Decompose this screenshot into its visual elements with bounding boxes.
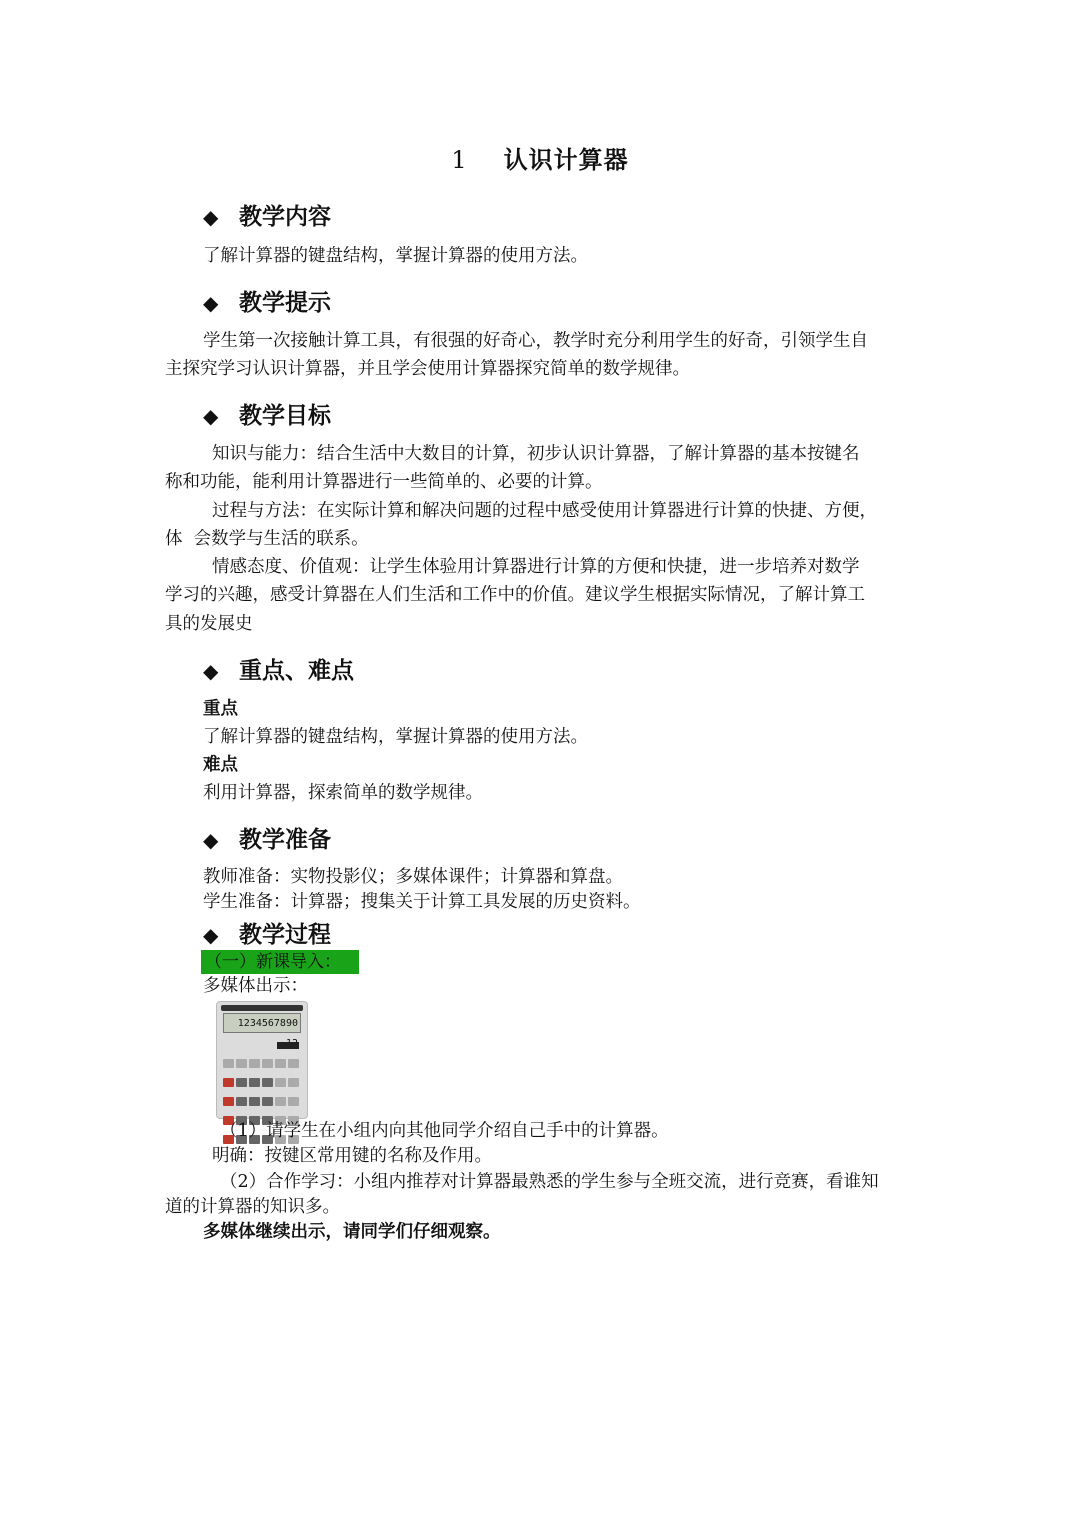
diamond-icon: ◆: [203, 828, 219, 852]
step-2-line-2: 道的计算器的知识多。: [165, 1197, 340, 1217]
intro-tag: （一）新课导入：: [201, 950, 359, 974]
calculator-display: 1234567890: [223, 1013, 301, 1033]
section-heading-tips: [203, 284, 331, 317]
lesson-title: 认识计算器: [503, 145, 629, 174]
difficulty-label: 难点: [203, 755, 238, 775]
diamond-icon: ◆: [203, 659, 219, 683]
diamond-icon: ◆: [203, 205, 219, 229]
student-prep: 学生准备：计算器；搜集关于计算工具发展的历史资料。: [203, 892, 641, 912]
goal-emotion-line-3: 具的发展史: [165, 614, 253, 634]
goal-process-line-2: 体 会数学与生活的联系。: [165, 529, 369, 549]
focus-label: 重点: [203, 699, 238, 719]
teacher-prep: 教师准备：实物投影仪；多媒体课件；计算器和算盘。: [203, 867, 623, 887]
step-1: （1）请学生在小组内向其他同学介绍自己手中的计算器。: [220, 1121, 669, 1141]
page-title: [0, 140, 1080, 175]
multimedia-show: 多媒体出示：: [203, 976, 308, 996]
goal-emotion-line-2: 学习的兴趣，感受计算器在人们生活和工作中的价值。建议学生根据实际情况，了解计算工: [165, 585, 865, 605]
calculator-brand-bar: [221, 1005, 303, 1011]
section-heading-text: 重点、难点: [239, 657, 354, 684]
solar-panel: [277, 1042, 299, 1049]
focus-text: 了解计算器的键盘结构，掌握计算器的使用方法。: [203, 727, 588, 747]
section-heading-process: [203, 916, 331, 949]
diamond-icon: ◆: [203, 291, 219, 315]
section-heading-text: 教学内容: [239, 203, 331, 230]
continue-text: 多媒体继续出示，请同学们仔细观察。: [203, 1222, 501, 1242]
step-2-line-1: （2）合作学习：小组内推荐对计算器最熟悉的学生参与全班交流，进行竞赛，看谁知: [220, 1172, 879, 1192]
section-heading-text: 教学过程: [239, 921, 331, 948]
content-text: 了解计算器的键盘结构，掌握计算器的使用方法。: [203, 246, 588, 266]
difficulty-text: 利用计算器，探索简单的数学规律。: [203, 783, 483, 803]
section-heading-goals: [203, 397, 331, 430]
section-heading-text: 教学提示: [239, 289, 331, 316]
goal-knowledge-line-1: 知识与能力：结合生活中大数目的计算，初步认识计算器，了解计算器的基本按键名: [212, 444, 860, 464]
tips-line-1: 学生第一次接触计算工具，有很强的好奇心，教学时充分利用学生的好奇，引领学生自: [203, 331, 868, 351]
clarify-text: 明确：按键区常用键的名称及作用。: [212, 1146, 492, 1166]
section-heading-prep: [203, 821, 331, 854]
diamond-icon: ◆: [203, 923, 219, 947]
section-heading-key-points: [203, 652, 354, 685]
section-heading-text: 教学准备: [239, 826, 331, 853]
goal-emotion-line-1: 情感态度、价值观：让学生体验用计算器进行计算的方便和快捷，进一步培养对数学: [212, 557, 860, 577]
goal-process-line-1: 过程与方法：在实际计算和解决问题的过程中感受使用计算器进行计算的快捷、方便，: [212, 501, 877, 521]
diamond-icon: ◆: [203, 404, 219, 428]
section-heading-content: [203, 198, 331, 231]
goal-knowledge-line-2: 称和功能，能利用计算器进行一些简单的、必要的计算。: [165, 472, 603, 492]
section-heading-text: 教学目标: [239, 402, 331, 429]
calculator-image: [216, 1001, 308, 1119]
tips-line-2: 主探究学习认识计算器，并且学会使用计算器探究简单的数学规律。: [165, 359, 690, 379]
lesson-number: 1: [451, 146, 468, 174]
